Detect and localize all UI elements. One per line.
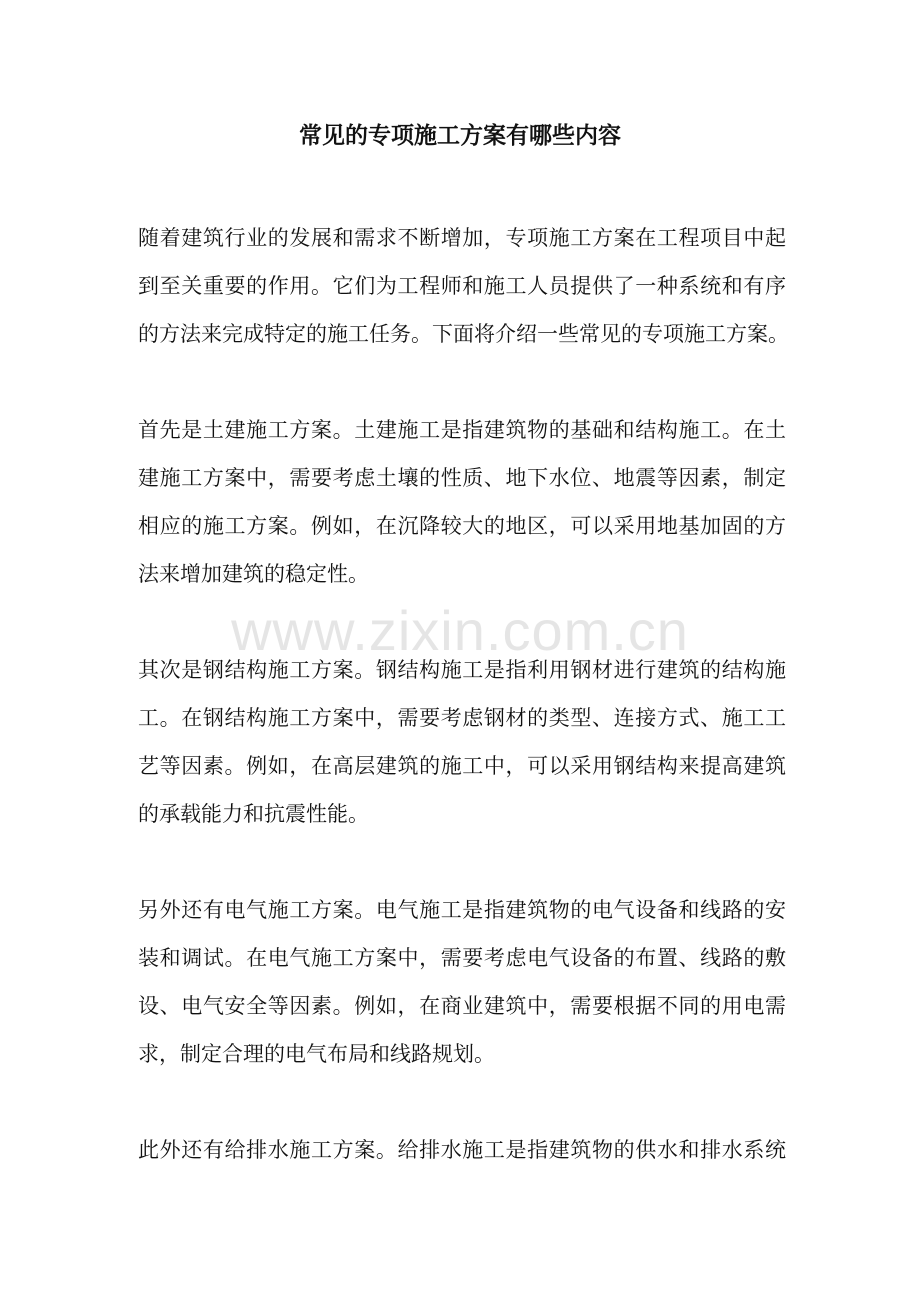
paragraph-electrical [138,886,786,1078]
text-line: 设、电气安全等因素。例如，在商业建筑中，需要根据不同的用电需 [138,994,786,1018]
text-line: 艺等因素。例如，在高层建筑的施工中，可以采用钢结构来提高建筑 [138,754,786,778]
text-line: 到至关重要的作用。它们为工程师和施工人员提供了一种系统和有序 [138,274,786,298]
text-line: 其次是钢结构施工方案。钢结构施工是指利用钢材进行建筑的结构施 [138,658,786,682]
text-line: 首先是土建施工方案。土建施工是指建筑物的基础和结构施工。在土 [138,418,786,442]
text-line: 另外还有电气施工方案。电气施工是指建筑物的电气设备和线路的安 [138,898,786,922]
document-body [138,214,789,1222]
text-line: 求，制定合理的电气布局和线路规划。 [138,1042,495,1066]
text-line: 工。在钢结构施工方案中，需要考虑钢材的类型、连接方式、施工工 [138,706,786,730]
text-line: 相应的施工方案。例如，在沉降较大的地区，可以采用地基加固的方 [138,514,786,538]
text-line: 法来增加建筑的稳定性。 [138,562,369,586]
text-line: 建施工方案中，需要考虑土壤的性质、地下水位、地震等因素，制定 [138,466,786,490]
paragraph-steel-structure [138,646,786,838]
paragraph-civil-construction [138,406,786,598]
text-line: 随着建筑行业的发展和需求不断增加，专项施工方案在工程项目中起 [138,226,786,250]
text-line: 装和调试。在电气施工方案中，需要考虑电气设备的布置、线路的敷 [138,946,786,970]
watermark: www.zixin.com.cn [231,599,689,662]
paragraph-plumbing [138,1126,786,1174]
text-line: 此外还有给排水施工方案。给排水施工是指建筑物的供水和排水系统 [138,1138,786,1162]
paragraph-intro [138,214,789,358]
document-title: 常见的专项施工方案有哪些内容 [299,122,621,149]
text-line: 的方法来完成特定的施工任务。下面将介绍一些常见的专项施工方案。 [138,322,789,346]
text-line: 的承载能力和抗震性能。 [138,802,369,826]
